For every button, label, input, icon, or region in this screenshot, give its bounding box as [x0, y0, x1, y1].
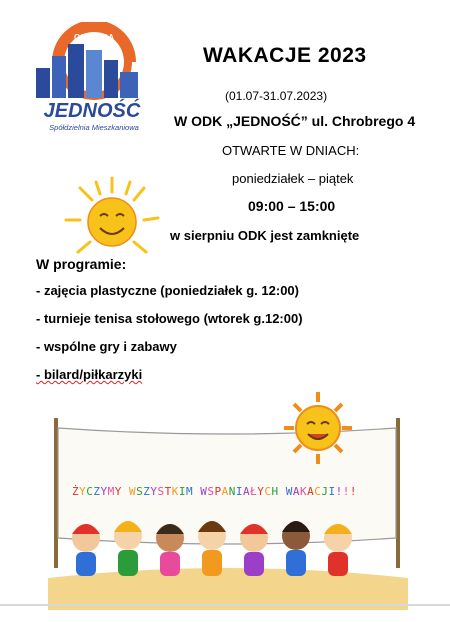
- banner-letter: W: [200, 485, 208, 498]
- banner-letter: !: [335, 485, 343, 498]
- open-days: poniedziałek – piątek: [232, 171, 354, 186]
- open-hours: 09:00 – 15:00: [248, 198, 336, 214]
- page-title: WAKACJE 2023: [203, 44, 367, 67]
- banner-letter: M: [186, 485, 194, 498]
- program-title: W programie:: [36, 256, 127, 272]
- banner-letter: I: [178, 485, 186, 498]
- banner-letter: I: [235, 485, 243, 498]
- banner-letter: I: [328, 485, 336, 498]
- banner-letter: T: [164, 485, 172, 498]
- banner-text: [72, 485, 392, 498]
- open-label: OTWARTE W DNIACH:: [222, 143, 360, 158]
- banner-letter: !: [349, 485, 357, 498]
- banner-letter: !: [342, 485, 350, 498]
- list-item: - turnieje tenisa stołowego (wtorek g.12:00): [36, 311, 303, 326]
- banner-letter: A: [292, 485, 300, 498]
- banner-letter: C: [86, 485, 94, 498]
- page-divider: [0, 604, 450, 606]
- logo-sub-text: Spółdzielnia Mieszkaniowa: [49, 123, 139, 132]
- banner-letter: [122, 485, 129, 498]
- banner-letter: Z: [93, 485, 101, 498]
- banner-letter: A: [243, 485, 251, 498]
- banner-letter: C: [264, 485, 272, 498]
- jednosc-logo: [30, 22, 150, 137]
- banner-letter: C: [314, 485, 322, 498]
- banner-letter: K: [171, 485, 179, 498]
- banner-letter: Y: [79, 485, 87, 498]
- banner-letter: J: [321, 485, 329, 498]
- sun-icon: [60, 170, 170, 270]
- banner-letter: A: [221, 485, 229, 498]
- date-range: (01.07-31.07.2023): [225, 89, 328, 103]
- banner-letter: S: [207, 485, 215, 498]
- logo-top-text: OSTRÓDA: [74, 33, 114, 42]
- banner-letter: P: [214, 485, 222, 498]
- kids-banner-illustration: [48, 388, 408, 610]
- banner-letter: Ż: [72, 485, 80, 498]
- banner-letter: K: [300, 485, 308, 498]
- banner-letter: M: [107, 485, 115, 498]
- banner-letter: Y: [150, 485, 158, 498]
- banner-letter: Y: [100, 485, 108, 498]
- banner-letter: [279, 485, 286, 498]
- list-item: - wspólne gry i zabawy: [36, 339, 177, 354]
- banner-letter: W: [129, 485, 137, 498]
- banner-letter: H: [271, 485, 279, 498]
- banner-letter: N: [228, 485, 236, 498]
- list-item: - bilard/piłkarzyki: [36, 367, 143, 382]
- banner-letter: Y: [257, 485, 265, 498]
- banner-letter: Z: [143, 485, 151, 498]
- banner-letter: S: [157, 485, 165, 498]
- banner-letter: S: [136, 485, 144, 498]
- logo-main-text: JEDNOŚĆ: [43, 100, 141, 122]
- location: W ODK „JEDNOŚĆ” ul. Chrobrego 4: [174, 113, 416, 129]
- banner-letter: Y: [114, 485, 122, 498]
- banner-letter: W: [285, 485, 293, 498]
- closed-note: w sierpniu ODK jest zamknięte: [170, 228, 360, 243]
- banner-letter: A: [307, 485, 315, 498]
- list-item: - zajęcia plastyczne (poniedziałek g. 12:00): [36, 283, 299, 298]
- banner-letter: Ł: [250, 485, 258, 498]
